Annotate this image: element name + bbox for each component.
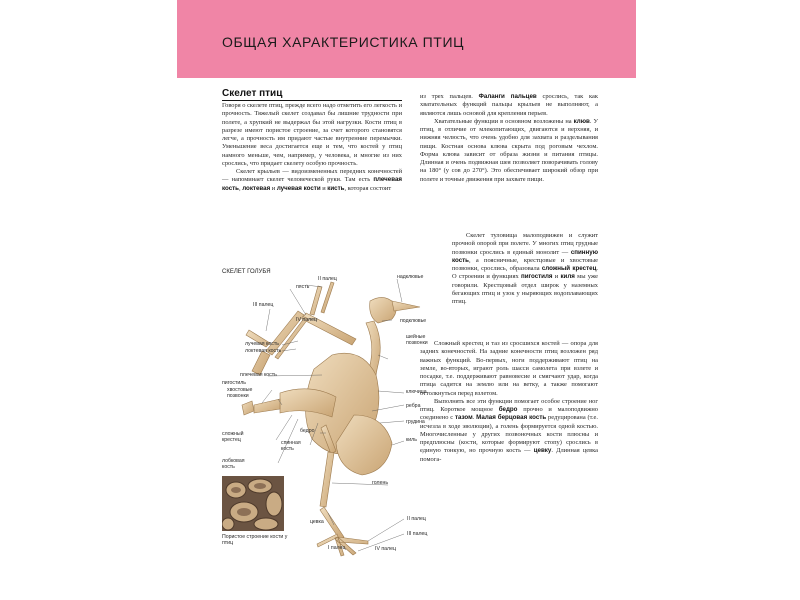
label-tail-vertebrae: хвостовые позвонки	[227, 387, 253, 399]
label-sternum: грудина	[406, 419, 425, 425]
tibia-bone	[320, 452, 334, 507]
label-neck-vertebrae: шейные позвонки	[406, 334, 428, 346]
tail-vertebrae	[254, 399, 280, 413]
label-toe-3: III палец	[407, 531, 428, 537]
label-keel: киль	[406, 437, 417, 443]
page-title: ОБЩАЯ ХАРАКТЕРИСТИКА ПТИЦ	[222, 34, 465, 50]
label-finger-3: III палец	[253, 302, 274, 308]
column-right-text-wrapped	[452, 232, 598, 306]
label-ribs: ребра	[406, 403, 421, 409]
porous-bone-caption: Пористое строение кости у птиц	[222, 534, 288, 546]
pygostyle	[242, 401, 254, 415]
label-pubis: лобковая кость	[222, 458, 245, 470]
figure-title: СКЕЛЕТ ГОЛУБЯ	[222, 269, 271, 275]
label-toe-4: IV палец	[375, 546, 396, 552]
label-pygostyle: пигостиль	[222, 380, 246, 386]
label-clavicle: ключица	[406, 389, 427, 395]
label-toe-2: II палец	[407, 516, 426, 522]
section-divider	[222, 100, 402, 101]
label-tarsus: цевка	[310, 519, 324, 525]
label-finger-4: IV палец	[296, 317, 317, 323]
paragraph: из трех пальцев. Фаланги пальцев срослись, так как хватательных функций пальцы крыльев не выполняют, а являются лишь основой для крепления перьев.	[420, 93, 598, 117]
label-spine-bone: спинная кость	[281, 440, 301, 452]
paragraph: Сложный крестец и таз из сросшихся костей — опора для задних конечностей. На задние конечности птиц возложен ряд важных функций. Во-первых, ноги поддерживают птиц на земле, во-вторых, играют роль шасси самолета при взлете и посадке, т.е. поддерживают равновесие и смягчают удар, когда птица садится на землю или на ветку, а также помогают оттолкнуться перед взлетом.	[420, 340, 598, 397]
label-wrist: пясть	[296, 284, 310, 290]
porous-bone-photo	[222, 476, 284, 531]
paragraph: Говоря о скелете птиц, прежде всего надо отметить его легкость и прочность. Тяжелый скелет создавал бы лишние трудности при полете, а хрупкий не выдержал бы этой нагрузки. Кости птиц в разрезе имеют пористое строение, за счет которого становятся легче, а прочность им придают частые внутренние перемычки. Уменьшение веса достигается еще и тем, что костей у птиц намного меньше, чем, например, у человека, и многие из них срослись, что придает скелету особую прочность.	[222, 102, 402, 167]
label-femur: бедро	[300, 428, 315, 434]
paragraph: Выполнять все эти функции помогает особое строение ног птиц. Короткое мощное бедро прочно и малоподвижно соединено с тазом. Малая берцовая кость редуцирована (т.е. исчезла в ходе эволюции), а голень формируется одной костью. Многочисленные у других позвоночных кости плюсны и предплюсны (кости, которые формируют стопу) срослись в единую тонкую, но прочную кость — цевку. Длинная цевка помога-	[420, 397, 598, 463]
label-radius: лучевая кость	[245, 341, 279, 347]
column-right-text	[420, 93, 598, 184]
label-toe-1: I палец	[328, 545, 346, 551]
label-humerus: плечевая кость	[240, 372, 277, 378]
paragraph: Скелет крыльев — видоизмененных передних конечностей — напоминает скелет человеческой руки. Там есть плечевая кость, локтевая и лучевая кости и кисть, которая состоит	[222, 168, 402, 192]
paragraph: Хватательные функции в основном возложены на клюв. У птиц, в отличие от млекопитающих, двигаются и верхняя, и нижняя челюсть, что очень удобно для захвата и разделывания пищи. Костная основа клюва скрыта под роговым чехлом. Форма клюва зависит от образа жизни и питания птицы. Длинная и очень подвижная шея позволяет поворачивать голову на 180° (у сов до 270°). Это обеспечивает широкий обзор при полете и точные движения при захвате пищи.	[420, 117, 598, 183]
paragraph: Скелет туловища малоподвижен и служит прочной опорой при полете. У многих птиц грудные позвонки срослись в единый монолит — спинную кость, а поясничные, крестцовые и хвостовые позвонки, срослись, образовала сложный крестец. О строении и функциях пигостиля и киля мы уже говорили. Крестцовый отдел широк у наземных бегающих птиц и узок у ныряющих водоплавающих птиц.	[452, 232, 599, 305]
beak	[392, 301, 420, 311]
label-synsacrum: сложный крестец	[222, 431, 244, 443]
label-ulna: локтевая кость	[245, 348, 282, 354]
label-tibia: голень	[372, 480, 389, 486]
label-lower-beak: подклювье	[400, 318, 427, 324]
label-upper-beak: надклювье	[397, 274, 424, 280]
section-title: Скелет птиц	[222, 88, 283, 99]
label-finger-2: II палец	[318, 276, 337, 282]
column-left-text	[222, 102, 402, 193]
